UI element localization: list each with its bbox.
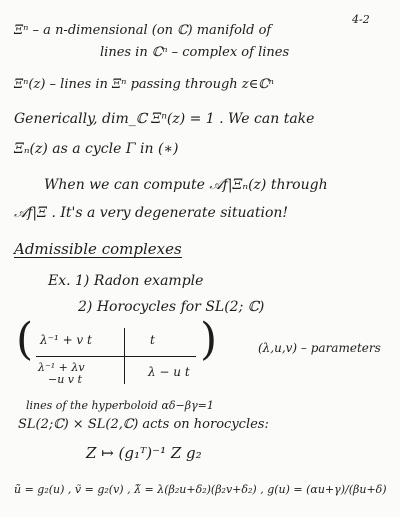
line-z-map: Z ↦ (g₁ᵀ)⁻¹ Z g₂ — [86, 444, 202, 462]
line-parameters: (λ,u,v) – parameters — [258, 341, 381, 355]
line-when-we-can-compute: When we can compute 𝒜f|Ξₙ(z) through — [44, 177, 328, 193]
matrix-left-paren: ( — [16, 314, 34, 365]
example-horocycles: 2) Horocycles for SL(2; ℂ) — [78, 299, 265, 315]
matrix-horizontal-rule — [36, 356, 196, 357]
matrix-right-paren: ) — [200, 314, 218, 365]
page-number: 4-2 — [352, 13, 370, 26]
heading-admissible-complexes: Admissible complexes — [14, 240, 182, 258]
line-complex-of-lines: lines in ℂⁿ – complex of lines — [100, 45, 290, 60]
line-manifold-definition: Ξⁿ – a n-dimensional (on ℂ) manifold of — [14, 23, 272, 38]
example-radon: Ex. 1) Radon example — [48, 273, 204, 289]
matrix-entry-22: λ − u t — [148, 365, 190, 379]
line-generically-dim: Generically, dim_ℂ Ξⁿ(z) = 1 . We can take — [14, 111, 315, 127]
line-hyperboloid: lines of the hyperboloid αδ−βγ=1 — [26, 399, 214, 412]
matrix-entry-21-second: −u v t — [48, 373, 82, 386]
matrix-vertical-rule — [124, 328, 125, 384]
matrix-entry-21: λ⁻¹ + λv — [38, 361, 85, 374]
line-degenerate-situation: 𝒜f|Ξ . It's a very degenerate situation! — [14, 205, 289, 221]
line-as-a-cycle: Ξₙ(z) as a cycle Γ in (∗) — [14, 141, 179, 157]
line-sl-acts: SL(2;ℂ) × SL(2,ℂ) acts on horocycles: — [18, 417, 269, 432]
line-transformation: ũ = g₂(u) , ṽ = g₂(v) , λ̃ = λ(β₂u+δ₂)(β₂v+δ₂) , g(u) = (αu+γ)/(βu+δ) — [14, 483, 387, 496]
line-lines-through-z: Ξⁿ(z) – lines in Ξⁿ passing through z∈ℂⁿ — [14, 77, 274, 92]
matrix-entry-12: t — [150, 333, 155, 347]
matrix-entry-11: λ⁻¹ + v t — [40, 333, 92, 347]
